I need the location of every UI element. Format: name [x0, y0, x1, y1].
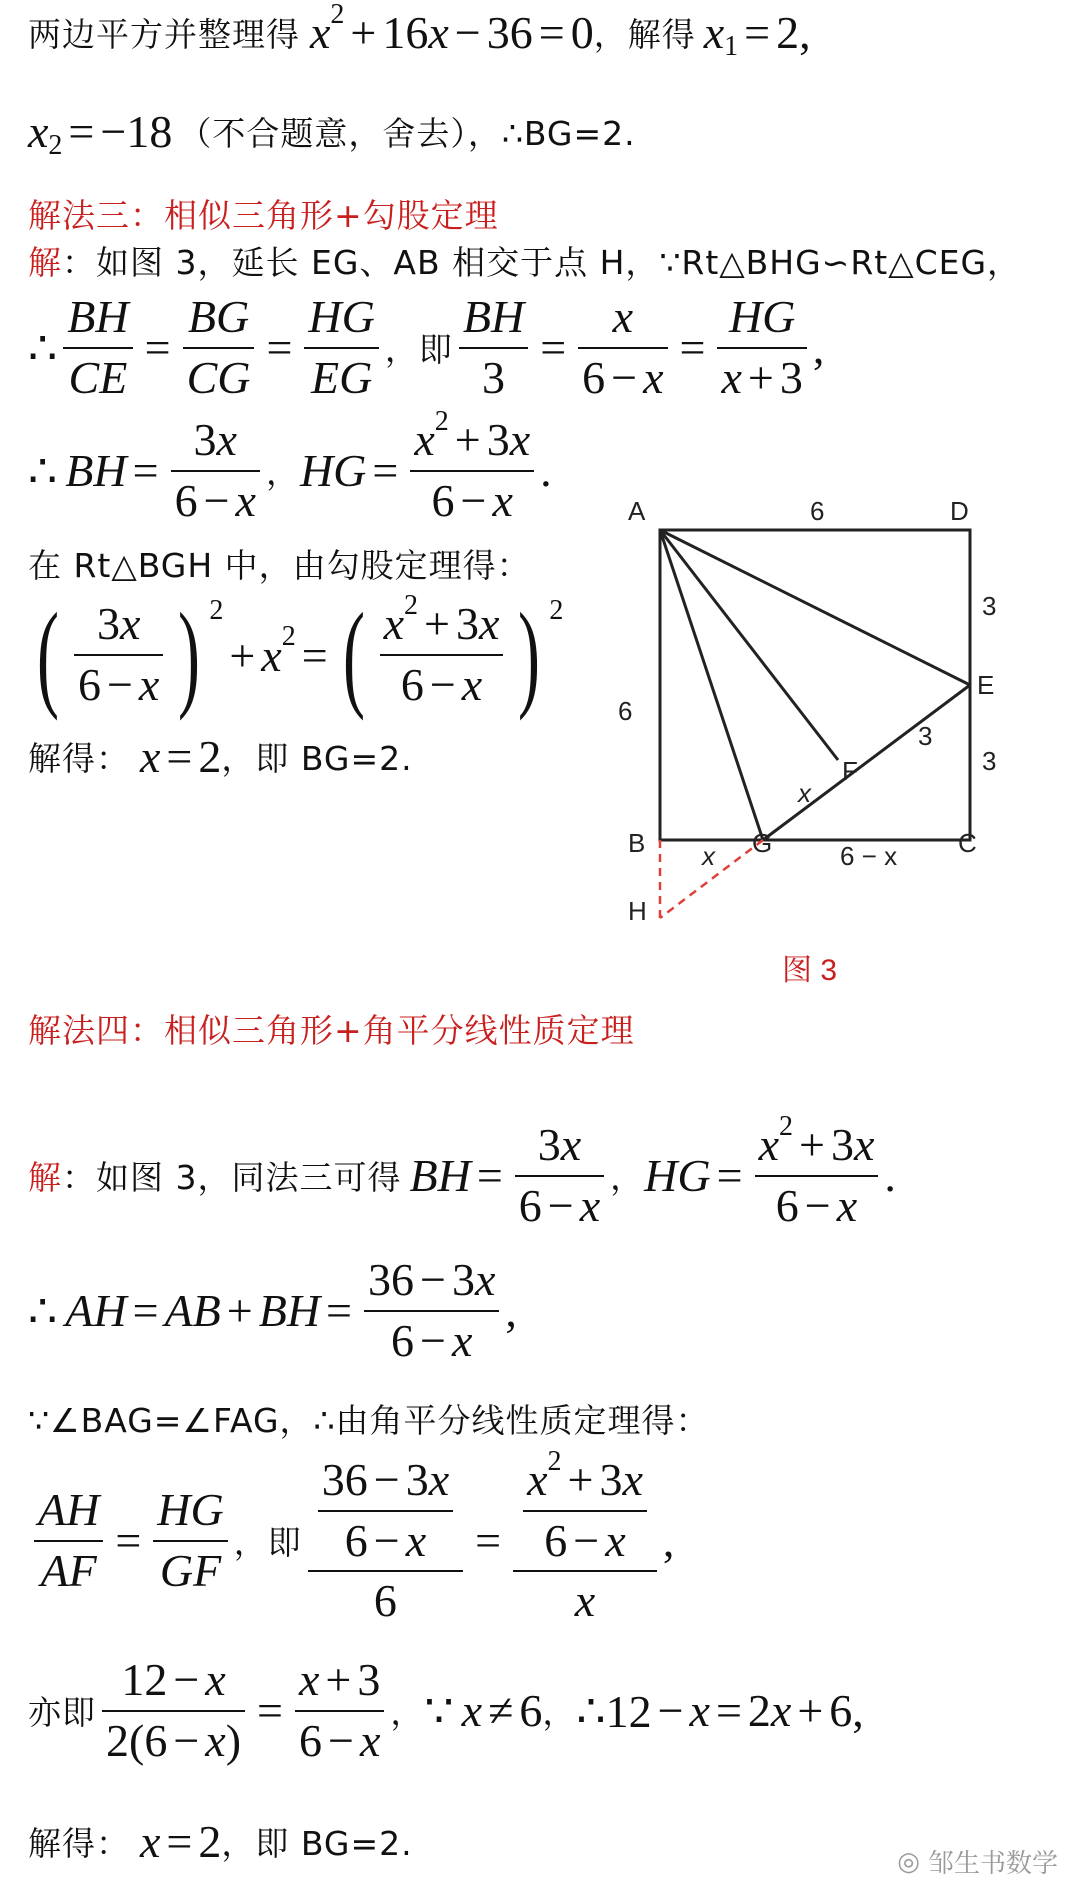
label-fg-x: x: [798, 778, 811, 808]
segment-ag: [660, 530, 763, 840]
label-h: H: [628, 896, 647, 926]
also-label: 亦即: [28, 1693, 96, 1733]
ratio-equation: ∴ $\frac{BH}{CE}$ = $\frac{BG}{CG}$ = $\frac{HG}{EG}$ ，即 $\frac{BH}{3}$ = x 6 − x = HG x + 3 ,: [28, 291, 825, 403]
pythagoras-equation: ( 3 x 6 − x ) 2 + x 2 = ( x 2 + 3 x 6 − x ) 2: [36, 588, 564, 721]
label-e: E: [977, 670, 995, 700]
solve-label: 解: [28, 243, 62, 282]
fraction: $\frac{HG}{GF}$: [153, 1485, 227, 1596]
label-b: B: [628, 828, 646, 858]
method4-intro: 解 ：如图 3，同法三可得 BH = 3 x 6 − x ， HG = x 2 + 3 x 6 − x .: [28, 1110, 896, 1231]
fraction: $\frac{BG}{CG}$: [183, 292, 255, 403]
fraction: $\frac{BH}{CE}$: [63, 292, 132, 403]
segment-af: [660, 530, 838, 760]
fraction: 3 x 6 − x: [515, 1120, 604, 1231]
bh-hg-expr: ∴ BH = 3 x 6 − x ， HG = x 2 + 3 x 6 − x .: [28, 405, 552, 526]
pythagoras-text: 在 Rt△BGH 中，由勾股定理得：: [28, 546, 531, 585]
fraction: x + 3 6 − x: [295, 1655, 384, 1766]
segment-ae: [660, 530, 970, 685]
method3-intro-text: ：如图 3，延长 EG、AB 相交于点 H，∵Rt△BHG∽Rt△CEG，: [62, 243, 1022, 282]
method4-result: 解得： x = 2 ，即 BG=2.: [28, 1816, 413, 1867]
result-tail: ，即 BG=2.: [221, 1824, 413, 1863]
fraction: x 2 + 3 x 6 − x: [755, 1120, 879, 1231]
watermark-text: 邹生书数学: [927, 1849, 1058, 1879]
result-label: 解得：: [28, 739, 130, 778]
solve-label: 解: [28, 1158, 62, 1198]
also-equation: 亦即 12 − x 2(6 − x ) = x + 3 6 − x ， ∵ x ≠ 6 ， ∴12 − x = 2 x + 6,: [28, 1654, 864, 1766]
label-a: A: [628, 496, 646, 526]
label-top-6: 6: [810, 496, 825, 526]
segment-eg: [763, 685, 970, 840]
label-ec-3: 3: [982, 746, 997, 776]
ratio-mid: ，即: [233, 1523, 302, 1563]
label-c: C: [958, 828, 977, 858]
label-left-6: 6: [618, 696, 633, 726]
fraction: 12 − x 2(6 − x ): [102, 1655, 245, 1766]
intro-solve-text: ，解得: [593, 15, 696, 54]
method3-intro: [28, 237, 1021, 284]
fraction: $\frac{HG}{EG}$: [304, 292, 378, 403]
watermark: [897, 1843, 1058, 1880]
fraction: x 2 + 3 x 6 − x: [410, 415, 534, 526]
fraction: x 2 + 3 x 6 − x: [380, 599, 504, 710]
bisector-ratio: $\frac{AH}{AF}$ = $\frac{HG}{GF}$ ，即 36 − 3 x 6 − x 6 = x 2 + 3 x 6 − x x ,: [28, 1455, 674, 1627]
label-gc: 6 − x: [840, 841, 898, 871]
result-label: 解得：: [28, 1824, 130, 1863]
compound-fraction: 36 − 3 x 6 − x 6: [308, 1455, 463, 1627]
fraction: HG x + 3: [717, 292, 806, 403]
label-ef-3: 3: [918, 721, 933, 751]
compound-fraction: x 2 + 3 x 6 − x x: [513, 1455, 657, 1627]
intro-line-1: 两边平方并整理得 x 2 + 16 x − 36 = 0 ，解得 x 1 = 2,: [28, 0, 811, 62]
fraction: $\frac{BH}{3}$: [459, 292, 528, 403]
result-tail: ，即 BG=2.: [221, 739, 413, 778]
ratio-mid: ，即: [384, 330, 453, 370]
method3-result: 解得： x = 2 ，即 BG=2.: [28, 731, 413, 782]
fraction: $\frac{AH}{AF}$: [34, 1485, 103, 1596]
figure-caption: 图 3: [782, 954, 838, 987]
method4-intro-text: ：如图 3，同法三可得: [62, 1158, 402, 1198]
method4-heading: 解法四：相似三角形+角平分线性质定理: [28, 1011, 635, 1050]
label-f: F: [842, 756, 858, 786]
label-g: G: [752, 828, 773, 858]
label-de-3: 3: [982, 591, 997, 621]
intro-line-2: x 2 = −18 （不合题意，舍去），∴BG=2.: [28, 106, 636, 161]
label-bg-x: x: [702, 841, 715, 871]
fraction: 3 x 6 − x: [171, 415, 260, 526]
label-d: D: [950, 496, 969, 526]
fraction: 36 − 3 x 6 − x: [364, 1255, 499, 1366]
figure-3: [618, 490, 997, 926]
method3-heading: 解法三：相似三角形+勾股定理: [28, 196, 499, 235]
square-abcd: [660, 530, 970, 840]
wechat-icon: ◎: [897, 1846, 920, 1877]
fraction: x 6 − x: [578, 292, 667, 403]
ah-equation: ∴ AH = AB + BH = 36 − 3 x 6 − x ,: [28, 1254, 517, 1366]
intro-text: 两边平方并整理得: [28, 15, 300, 54]
because-line: ∵∠BAG=∠FAG，∴由角平分线性质定理得：: [28, 1401, 710, 1440]
fraction: 3 x 6 − x: [74, 599, 163, 710]
intro-reject-text: （不合题意，舍去），∴BG=2.: [178, 114, 636, 153]
